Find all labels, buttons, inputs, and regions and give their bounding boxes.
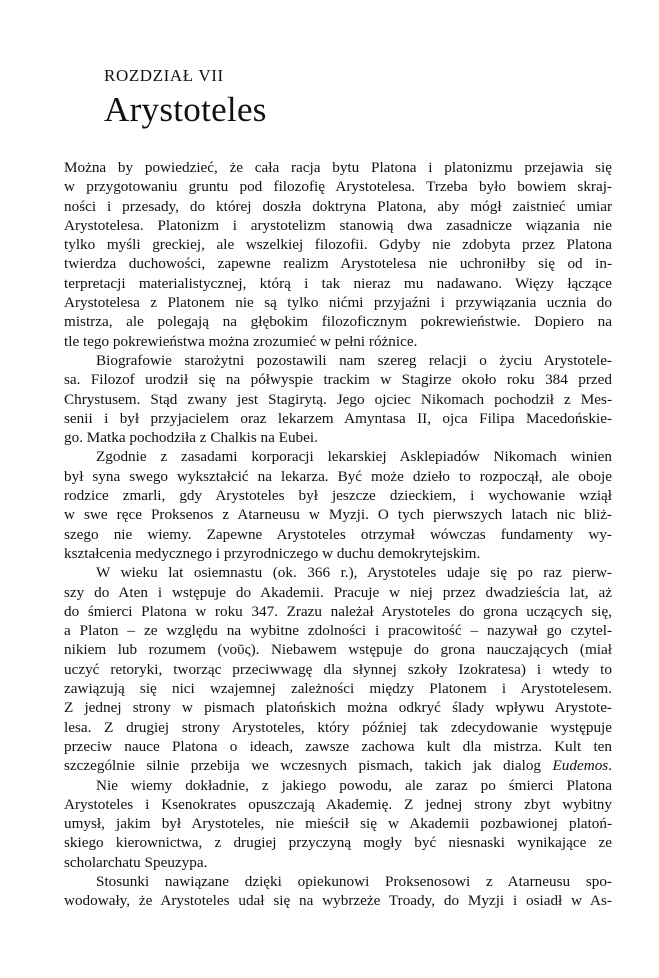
text-line: Stosunki nawiązane dzięki opiekunowi Proksenosowi z Atarneusu spo-: [96, 872, 612, 890]
text-line: szego nie wiemy. Zapewne Arystoteles otrzymał wówczas fundamenty wy-: [64, 525, 612, 543]
text-line: rodzice zmarli, gdy Arystoteles był jeszcze dzieckiem, i wychowanie wziął: [64, 487, 612, 505]
text-line: szy do Aten i wstępuje do Akademii. Pracuje w niej przez dwadzieścia lat, aż: [64, 583, 612, 601]
paragraph-6: [64, 872, 612, 911]
text-line: tylko myśli greckiej, ale wszelkiej filozofii. Gdyby nie zdobyta przez Platona: [64, 236, 612, 254]
text-line-start: szczególnie silnie przebija we wczesnych pismach, takich jak dialog: [64, 757, 553, 775]
text-line: nikiem lub rozumem (νοῦς). Niebawem wstępuje do grona nauczających (miał: [64, 641, 612, 659]
text-line: wodowały, że Arystoteles udał się na wybrzeże Troady, do Myzji i osiadł w As-: [64, 892, 612, 910]
text-line: skiego kierownictwa, z drugiej przyczyną mogły być niesnaski wynikające ze: [64, 834, 612, 852]
text-line: lesa. Z drugiej strony Arystoteles, który później tak zdecydowanie występuje: [64, 718, 612, 736]
text-line: ności i przesady, do której doszła doktryna Platona, aby mógł zaistnieć umiar: [64, 197, 612, 215]
text-line: kształcenia medycznego i przyrodniczego w duchu demokrytejskim.: [64, 544, 481, 562]
text-line: Arystoteles i Ksenokrates opuszczają Akademię. Z jednej strony zbyt wybitny: [64, 795, 612, 813]
text-line: Nie wiemy dokładnie, z jakiego powodu, ale zaraz po śmierci Platona: [96, 776, 612, 794]
text-line-end: .: [608, 757, 612, 775]
text-line: był syna swego wykształcić na lekarza. Być może dzieło to rozpoczął, ale oboje: [64, 467, 612, 485]
paragraph-2: [64, 351, 612, 447]
text-line: twierdza duchowości, zapewne realizm Arystotelesa nie uchroniłby się od in-: [64, 255, 612, 273]
emphasis-eudemos: Eudemos: [552, 757, 609, 775]
paragraph-5: [64, 776, 612, 872]
text-line: Arystotelesa. Platonizm i arystotelizm stanowią dwa zasadnicze wiązania nie: [64, 216, 612, 234]
text-line: terpretacji materialistycznej, którą i tak nieraz mu nadawano. Więzy łączące: [64, 274, 612, 292]
text-line: Z jednej strony w pismach platońskich można odkryć ślady wpływu Arystote-: [64, 699, 612, 717]
text-line-with-emphasis: [64, 756, 612, 775]
text-line: a Platon – ze względu na wybitne zdolności i pracowitość – nazywał go czytel-: [64, 622, 612, 640]
text-line: Biografowie starożytni pozostawili nam szereg relacji o życiu Arystotele-: [96, 351, 612, 369]
body-text: [64, 158, 612, 911]
text-line: sa. Filozof urodził się na półwyspie trackim w Stagirze około roku 384 przed: [64, 371, 612, 389]
text-line: Zgodnie z zasadami korporacji lekarskiej Asklepiadów Nikomach winien: [96, 448, 612, 466]
paragraph-3: [64, 447, 612, 563]
text-line: w swe ręce Proksenos z Atarneusu w Myzji. O tych pierwszych latach nic bliż-: [64, 506, 612, 524]
chapter-label: ROZDZIAŁ VII: [104, 66, 224, 85]
text-line: Można by powiedzieć, że cała racja bytu Platona i platonizmu przejawia się: [64, 159, 612, 176]
text-line: Chrystusem. Stąd zwany jest Stagirytą. Jego ojciec Nikomach pochodził z Mes-: [64, 390, 612, 408]
text-line: w przygotowaniu gruntu pod filozofię Arystotelesa. Trzeba było bowiem skraj-: [64, 178, 612, 196]
text-line: zawiązują się nici wzajemnej zależności między Platonem i Arystotelesem.: [64, 680, 612, 698]
text-line: Arystotelesa z Platonem nie są tylko nićmi przyjaźni i przywiązania ucznia do: [64, 294, 612, 312]
text-line: umysł, jakim był Arystoteles, nie mieścił się w Akademii pozbawionej platoń-: [64, 815, 612, 833]
paragraph-1: [64, 158, 612, 351]
text-line: scholarchatu Speuzypa.: [64, 853, 208, 871]
text-line: uczyć retoryki, tworząc przeciwwagę dla słynnej szkoły Izokratesa) i wtedy to: [64, 660, 612, 678]
text-line: przeciw nauce Platona o ideach, zawsze zachowa kult dla mistrza. Kult ten: [64, 737, 612, 755]
paragraph-4: [64, 563, 612, 775]
text-line: do śmierci Platona w roku 347. Zrazu należał Arystoteles do grona uczących się,: [64, 602, 612, 620]
text-line: mistrza, ale polegają na głębokim filozoficznym pokrewieństwie. Dopiero na: [64, 313, 612, 331]
chapter-title: Arystoteles: [104, 90, 267, 129]
text-line: senii i był przyjacielem oraz lekarzem Amyntasa II, ojca Filipa Macedońskie-: [64, 409, 612, 427]
text-line: W wieku lat osiemnastu (ok. 366 r.), Arystoteles udaje się po raz pierw-: [96, 564, 612, 582]
text-line: tle tego pokrewieństwa można zrozumieć w pełni różnice.: [64, 332, 418, 350]
text-line: go. Matka pochodziła z Chalkis na Eubei.: [64, 429, 318, 447]
